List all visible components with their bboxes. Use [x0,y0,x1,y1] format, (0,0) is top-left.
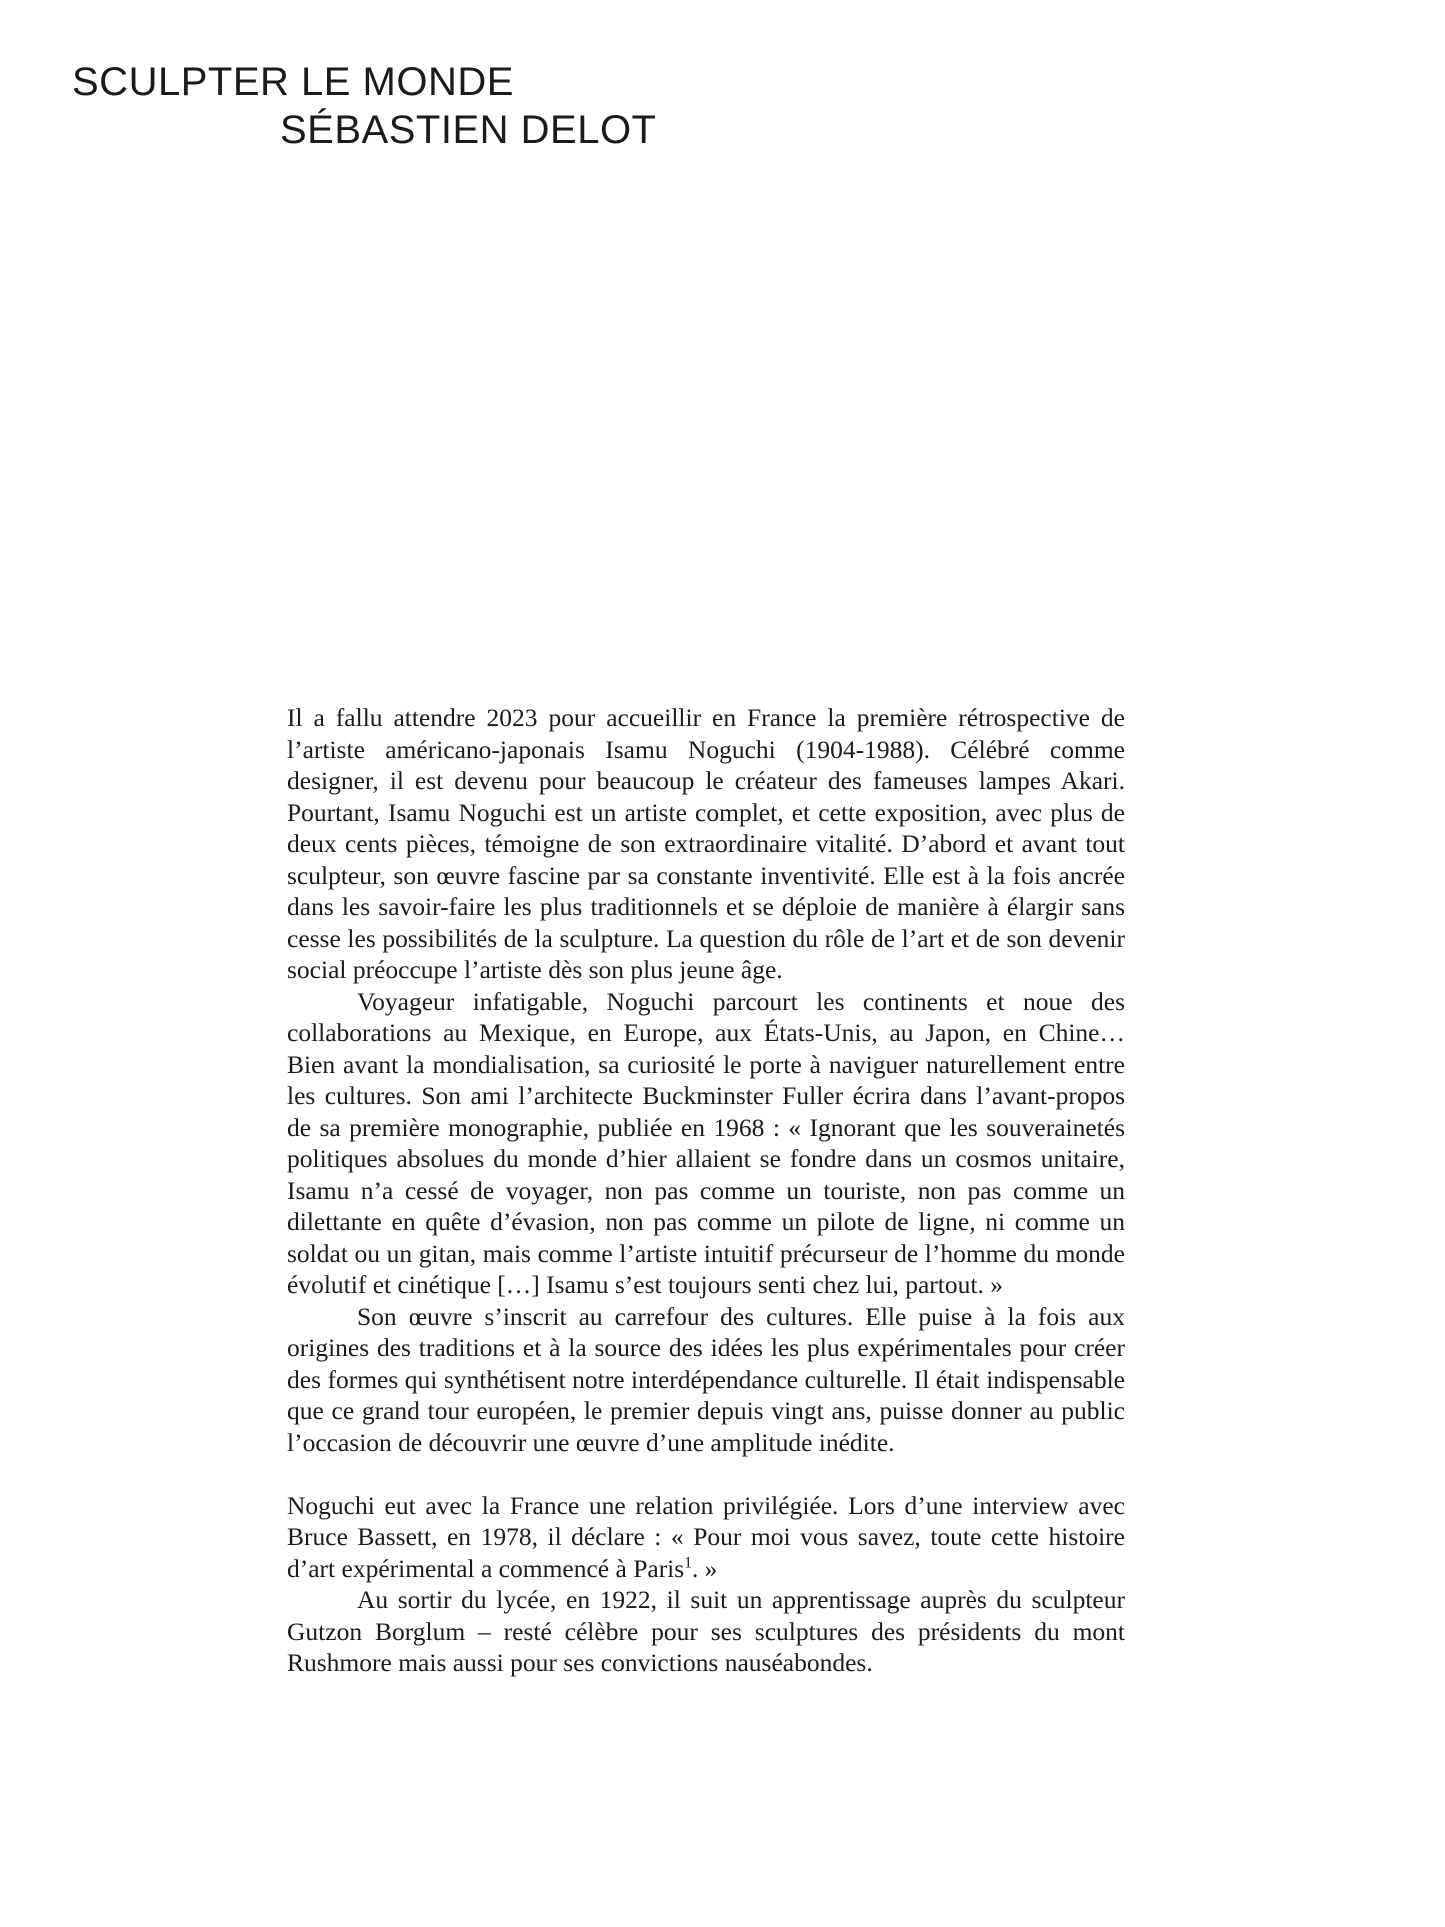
paragraph-france-text: Noguchi eut avec la France une relation privilégiée. Lors d’une interview avec Bruce Bassett, en 1978, il déclare : « Pour moi vous savez, toute cette histoire d’art expérimental a commencé à Paris [287,1490,1125,1583]
paragraph-voyageur: Voyageur infatigable, Noguchi parcourt les continents et noue des collaborations au Mexique, en Europe, aux États-Unis, au Japon, en Chine… Bien avant la mondialisation, sa curiosité le porte à naviguer naturellement entre les cultures. Son ami l’architecte Buckminster Fuller écrira dans l’avant-propos de sa première monographie, publiée en 1968 : « Ignorant que les souverainetés politiques absolues du monde d’hier allaient se fondre dans un cosmos unitaire, Isamu n’a cessé de voyager, non pas comme un touriste, non pas comme un dilettante en quête d’évasion, non pas comme un pilote de ligne, ni comme un soldat ou un gitan, mais comme l’artiste intuitif précurseur de l’homme du monde évolutif et cinétique […] Isamu s’est toujours senti chez lui, partout. » [287,986,1125,1299]
paragraph-france [287,1490,1125,1585]
paragraph-apprentissage: Au sortir du lycée, en 1922, il suit un apprentissage auprès du sculpteur Gutzon Borglum – resté célèbre pour ses sculptures des présidents du mont Rushmore mais aussi pour ses convictions nauséabondes. [287,1585,1125,1677]
paragraph-intro: Il a fallu attendre 2023 pour accueillir en France la première rétrospective de l’artiste américano-japonais Isamu Noguchi (1904-1988). Célébré comme designer, il est devenu pour beaucoup le créateur des fameuses lampes Akari. Pourtant, Isamu Noguchi est un artiste complet, et cette exposition, avec plus de deux cents pièces, témoigne de son extraordinaire vitalité. D’abord et avant tout sculpteur, son œuvre fascine par sa constante inventivité. Elle est à la fois ancrée dans les savoir-faire les plus traditionnels et se déploie de manière à élargir sans cesse les possibilités de la sculpture. La question du rôle de l’art et de son devenir social préoccupe l’artiste dès son plus jeune âge. [287,703,1125,984]
article-body [287,702,1125,1679]
footnote-reference: 1 [684,1554,692,1571]
article-title: SCULPTER LE MONDE [72,60,514,104]
paragraph-carrefour: Son œuvre s’inscrit au carrefour des cultures. Elle puise à la fois aux origines des traditions et à la source des idées les plus expérimentales pour créer des formes qui synthétisent notre interdépendance culturelle. Il était indispensable que ce grand tour européen, le premier depuis vingt ans, puisse donner au public l’occasion de découvrir une œuvre d’une amplitude inédite. [287,1301,1125,1457]
article-author: SÉBASTIEN DELOT [280,108,657,152]
article-header [72,58,656,154]
quote-closing: . » [691,1553,718,1583]
